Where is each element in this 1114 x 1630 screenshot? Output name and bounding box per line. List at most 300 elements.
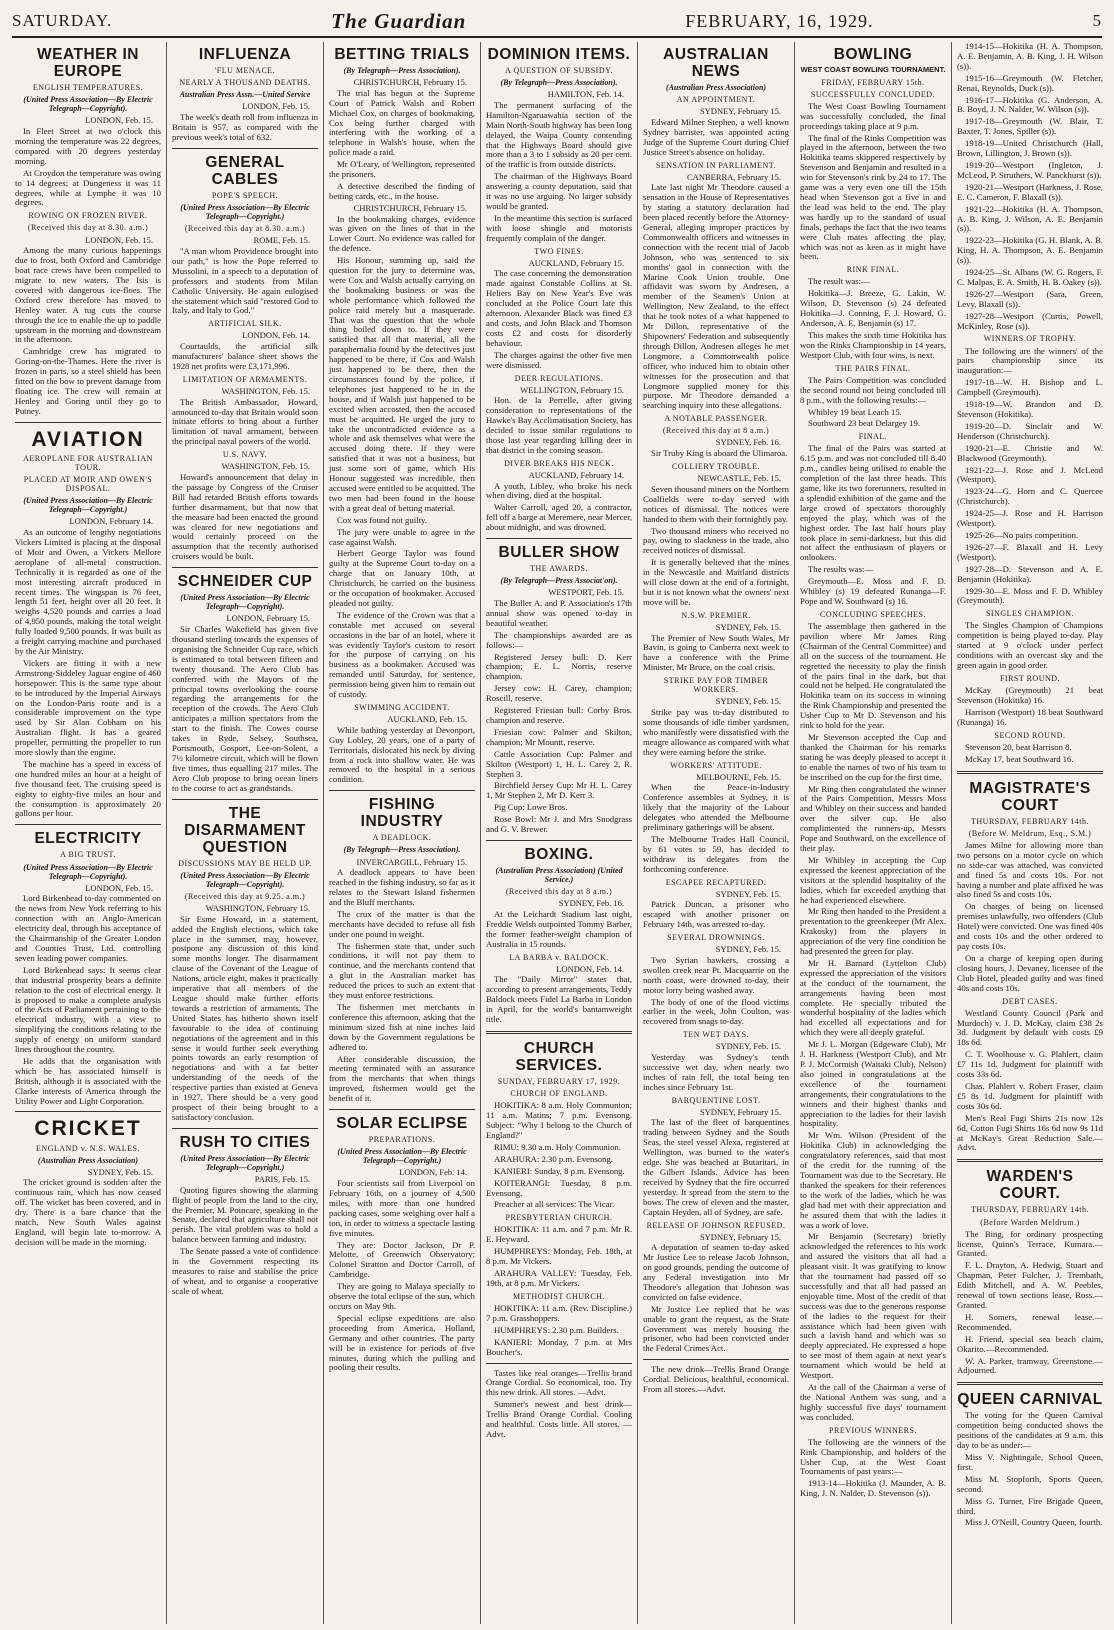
dateline: CHRISTCHURCH, February 15. [353,202,467,213]
source-line: (United Press Association—By Electric Telegraph—Copyright). [180,593,310,612]
paragraph: As an outcome of lengthy negotiations Vickers Limited is placing at the disposal of Moir and Owen, a Vickers Mellore aeroplane of all-metal construction. Technically it is regarded as one of the most interesting aircraft produced in recent times. The wingspan is 76 feet, length 51 feet, height over all 20 feet. It weighs 4,520 pounds and carries a load of 4,950 pounds, making the total weight fully loaded 9,500 pounds. It was built as a freight carrying machine and purchased by the Air Ministry. [15,527,161,656]
divider [486,840,632,841]
paragraph: The Bing, for ordinary prospecting license, Quinn's Terrace, Kumara.—Granted. [957,1228,1103,1259]
dateline: MELBOURNE, Feb. 15. [696,771,781,782]
paragraph: A deputation of seamen to-day asked Mr Justice Lee to release Jacob Johnson, on good grounds, pending the outcome of any Federal investigation into Mr Theodore's allegation that Johnson was convicted on false evidence. [643,1242,789,1302]
paragraph: RIMU: 9.30 a.m. Holy Communion. [494,1141,621,1152]
source-line: (By Telegraph—Press Association). [343,66,461,76]
headline-wardens-court: WARDEN'S COURT. [986,1168,1074,1203]
paragraph: Mr Ring then handed to the President a presentation to the greenkeeper (Mr Alex. Krakosky) from the players in appreciation of the very fine condition he had presented the green for play. [800,906,946,957]
paragraph: Rose Bowl: Mr J. and Mrs Snodgrass and G. V. Brewer. [486,814,632,835]
source-line: (United Press Association—By Electric Telegraph—Copyright.) [180,1153,310,1172]
received-line: (Received this day at 9.25. a.m.) [184,891,306,901]
source-line: (United Press Association—By Electric Telegraph—Copyright.) [180,202,310,222]
subhead: SUCCESSFULLY CONCLUDED. [810,89,936,99]
page-number: 5 [1092,11,1102,30]
dateline: LONDON, Feb. 14. [399,1167,467,1178]
paragraph: He adds that the organisation with which he has associated himself is British, although it is associated with the Clarke interests of America through the Utility Power and Light Corporation. [15,1055,161,1106]
paragraph: Lord Birkenhead says: It seems clear that industrial prosperity bears a definite relation to the cost of electrical energy. It is proposed to make a complete analysis of the Acts of Parliament pertaining to the electrical industry, with a view to simplifying the conditions relating to the supply of energy on uniform standard lines throughout the country. [15,964,161,1055]
dateline: SYDNEY, Feb. 15. [715,888,781,899]
paragraph: Mr H. Barnard (Lyttelton Club) expressed the appreciation of the visitors at the conduct of the tournament, the arrangements having been most complete. He specially tributed the wonderful hospitality of the ladies which had excelled all expectations and for which they were all deeply grateful. [800,957,946,1038]
headline-aviation: AVIATION [31,427,145,451]
column-7 [952,42,1108,1624]
subhead: LA BARBA v. BALDOCK. [509,952,609,962]
subhead: TWO FINES. [534,246,584,256]
subhead: DEER REGULATIONS. [514,373,604,383]
paragraph: James Milne for allowing more than two persons on a motor cycle on which no side-car was attached, was convicted and fined 5s and costs 10s. For not having a number and plate affixed he was also fined 5s and costs 10s. [957,839,1103,900]
subhead: 'FLU MENACE. [214,66,276,76]
paragraph: 1924-25—St. Albans (W. G. Rogers, F. C. Malpas, E. A. Smith, H. B. Oakey (s)). [957,267,1103,287]
paragraph: While bathing yesterday at Devonport, Guy Lobley, 20 years, one of a party of Territorials, dislocated his neck by diving from a rock into shallow water. He was removed to the hospital in a serious condition. [329,724,475,785]
divider [643,1359,789,1360]
subhead: BARQUENTINE LOST. [671,1095,761,1105]
subhead: SWIMMING ACCIDENT. [354,703,450,712]
divider [329,790,475,791]
column-1 [10,42,167,1624]
subhead: SECOND ROUND. [994,730,1066,740]
paragraph: Whibley 19 beat Leach 15. [808,406,902,417]
headline-magistrates-court: MAGISTRATE'S COURT [969,779,1091,814]
dateline: AUCKLAND, February 14. [528,469,624,480]
dateline: INVERCARGILL, February 15. [356,856,467,867]
paragraph: Quoting figures showing the alarming flight of people from the land to the city, the Premier, M. Poincare, speaking in the Senate, declared that agriculture shall not perish. The vital problem was to hold a balance between farming and industry. [172,1184,318,1245]
subhead: DISCUSSIONS MAY BE HELD UP. [178,858,312,868]
paragraph: H. Friend, special sea beach claim, Okarito.—Recommended. [957,1333,1103,1354]
subhead: ENGLAND v. N.S. WALES. [36,1143,140,1153]
paragraph: Mr Wm. Wilson (President of the Hokitika Club) in acknowledging the congratulatory references, said that most of the credit for the running of the Tournament was due to the Secretary. He thanked the speakers for their references to the work of the ladies, which he was glad had met with their appreciation and he assured them that with the ladies it was a work of love. [800,1130,946,1230]
paragraph: 1917-18—W. H. Bishop and L. Campbell (Greymouth). [957,377,1103,398]
paragraph: KANIERI: Sunday, 8 p.m. Evensong. [494,1165,625,1176]
paragraph: The Melbourne Trades Hall Council, by 61 votes to 59, has decided to withdraw its delegates from the forthcoming conference. [643,833,789,874]
subhead: DIVER BREAKS HIS NECK. [504,458,614,468]
headline-solar-eclipse: SOLAR ECLIPSE [336,1115,468,1133]
paragraph: His Honour, summing up, said the question for the jury to determine was, were Cox and Walsh actually carrying on the bookmaking business or was the whole performance which followed the police raid merely but a masquerade. That was the question that the whole thing boiled down to. If they were satisfied that all that material, all the paraphernalia found by the detectives just happened to be there, if Cox and Walsh just happened to be there, then the circumstances found by the police, if telephones just happened to be in the house, and if Walsh just happened to be excited when accosted, then the accused must be acquitted. He urged the jury to take the uncontradicted evidence as a whole and ask themselves what were the accused doing there. If they were satisfied that it was not a business, but just some sort of game, which His Honour suggested was incredible, then accused were entitled to be acquitted. The two men had been found in the house with a great deal of betting material. [329,255,475,513]
paragraph: Walter Carroll, aged 20, a contractor, fell off a barge at Meremere, near Mercer, about midnight, and was drowned. [486,502,632,533]
dateline: FRIDAY, FEBRUARY 15th. [821,77,925,87]
paragraph: C. T. Woolhouse v. G. Plahlert, claim £7 11s 1d. Judgment for plaintiff with costs 33s 6d. [957,1049,1103,1080]
paragraph: Cattle Association Cup: Palmer and Skilton (Westport) 1, H. L. Carey 2, R. Stephen 3. [486,748,632,779]
source-line: (United Press Association—By Electric Telegraph—Copyright.) [23,496,153,515]
dateline: LONDON, February 15. [226,613,310,624]
paragraph: The Pairs Competition was concluded the second round not being concluded till 8 p.m., with the following results:— [800,374,946,405]
headline-queen-carnival: QUEEN CARNIVAL [957,1391,1103,1409]
headline-rush-to-cities: RUSH TO CITIES [179,1133,311,1151]
paragraph: 1917-18—Greymouth (W. Blair, T. Baxter, T. Jones, Spiller (s)). [957,116,1103,137]
paragraph: The "Daily Mirror" states that, according to present arrangements, Teddy Baldock meets Fidel La Barba in London in April, for the world's bantamweight title. [486,974,632,1025]
subhead: TEN WET DAYS. [682,1030,750,1040]
dateline: NEWCASTLE, Feb. 15. [697,473,781,484]
subhead: A BIG TRUST. [60,850,116,860]
paragraph: Strike pay was to-day distributed to some thousands of idle timber yardsmen, who manifestly were dissatisfied with the meagre allowance as compared with what they were earning before the strike. [643,707,789,757]
paragraph: 1926-27—F. Blaxall and H. Levy (Westport). [957,541,1103,562]
paragraph: 1919-20—D. Sinclair and W. Henderson (Christchurch). [957,420,1103,441]
paragraph: The Premier of New South Wales, Mr Bavin, is going to Canberra next week to have a conference with the Prime Minister, Mr Bruce, on the coal crisis. [643,632,789,673]
paragraph: Lord Birkenhead to-day commented on the news from New York referring to his connection with an Anglo-American electricity deal, through his acceptance of the Chairmanship of the Greater London and Counties Trust, Ltd. controlling seven leading power companies. [15,893,161,963]
paragraph: Harrison (Westport) 18 beat Southward (Runanga) 16. [957,706,1103,727]
dateline: CHRISTCHURCH, February 15. [353,77,467,88]
paragraph: HOKITIKA: 8 a.m. Holy Communion; 11 a.m. Matins; 7 p.m. Evensong. Subject: "Why I belong to the Church of England?" [486,1100,632,1140]
paragraph: Howard's announcement that delay in the passage by Congress of the Cruiser Bill had retarded British efforts towards further disarmament, but that now that the measure had been enacted the ground was cleared for new negotiations and would certainly proceed on the assumption that the recently authorised cruisers would be built. [172,471,318,562]
paragraph: ARAHURA VALLEY: Tuesday, Feb. 19th, at 8 p.m. Mr Vickers. [486,1268,632,1288]
paragraph: Herbert George Taylor was found guilty at the Supreme Court to-day on a charge that on January 10th, at Christchurch, he carried on the business or the occupation of bookmaker. Accused pleaded not guilty. [329,548,475,608]
subhead: CONCLUDING SPEECHES. [819,609,926,619]
received-line: (Received this day at 8.30. a.m.) [184,224,306,234]
paragraph: Birchfield Jersey Cup: Mr H. L. Carey 1, Mr Stephen 2, Mr D. Kerr 3. [486,780,632,801]
paragraph: The Buller A. and P. Association's 17th annual show was opened to-day in beautiful weather. [486,598,632,628]
paragraph: A detective described the finding of betting cards, etc., in the house. [329,181,475,201]
paragraph: Friesian cow: Palmer and Skilton, champion; Mr Mountt, reserve. [486,726,632,747]
received-line: (Received this day at 8 a.m.) [662,426,770,436]
paragraph: KOITERANGI: Tuesday, 8 p.m. Evensong. [486,1177,632,1198]
subhead: AEROPLANE FOR AUSTRALIAN TOUR. [23,453,153,472]
source-line: (Australian Press Association) [665,83,767,93]
divider [486,1363,632,1364]
advertisement: Men's Real Fugi Shirts 21s now 12s 6d, Cotton Fugi Shirts 16s 6d now 9s 11d at McKay's Great Reduction Sale.—Advt. [957,1112,1103,1153]
subhead: SINGLES CHAMPION. [985,609,1075,619]
dateline: AUCKLAND, Feb. 15. [387,714,467,725]
paragraph: The following are the winners' of the pairs championship since its inauguration:— [957,345,1103,376]
paragraph: Jersey cow: H. Carey, champion; Roscill, reserve. [486,683,632,704]
column-4 [481,42,638,1624]
divider [172,148,318,149]
paragraph: Edward Milner Stephen, a well known Sydney barrister, was appointed acting Judge of the Supreme Court during Chief Justice Street's absence on holiday. [643,117,789,157]
dateline: SYDNEY, Feb. 15. [87,1166,153,1177]
paragraph: 1915-16—Greymouth (W. Fletcher, Renai, Reynolds, Duck (s)). [957,72,1103,93]
subhead: SEVERAL DROWNINGS. [667,933,765,943]
divider [15,824,161,825]
paragraph: The case concerning the demonstration made against Constable Collins at St. Heliers Bay on New Year's Eve was concluded at the Police Court late this afternoon. Alexander Black was fined £3 and costs, and John Black and Thomson costs £2 and costs for disorderly behaviour. [486,268,632,348]
subhead: ENGLISH TEMPERATURES. [32,83,144,93]
headline-dominion-items: DOMINION ITEMS. [487,46,631,63]
divider [172,567,318,568]
divider [957,771,1103,774]
source-line: (By Telegraph—Press Association). [343,845,461,855]
paragraph: This makes the sixth time Hokitika has won the Rinks Championship in 14 years, Westport Club, with four wins, is next. [800,329,946,360]
columns [10,42,1108,1624]
subhead: STRIKE PAY FOR TIMBER WORKERS. [663,676,769,695]
paragraph: Mr Whibley in accepting the Cup expressed the keenest appreciation of the visitors at the splendid hospitality of the ladies, which far exceeded anything that he had experienced elsewhere. [800,854,946,905]
dateline: SYDNEY, Feb. 15. [715,621,781,632]
received-line: (Received this day at 8 a.m.) [505,887,613,897]
dateline: LONDON, Feb. 14. [242,330,310,341]
paragraph: HOKITIKA: 11 a.m. (Rev. Discipline.) 7 p.m. Grasshoppers. [486,1303,632,1323]
paragraph: The result was:— [808,276,870,287]
paragraph: 1916-17—Hokitika (G. Anderson, A. B. Boyd, J. N. Nalder, W. Wilson (s)). [957,94,1103,115]
paragraph: When the Peace-in-Industry Conference assembles at Sydney, it is likely that the majority of the Labour delegates who attended the Melbourne preliminary gatherings will be absent. [643,782,789,833]
paragraph: Cox was found not guilty. [337,514,427,525]
dateline: WASHINGTON, Feb. 15. [221,461,310,472]
paragraph: 1927-28—Westport (Curtis, Powell, McKinley, Rose (s)). [957,310,1103,331]
paragraph: 1924-25—J. Rose and H. Harrison (Westport). [957,508,1103,529]
paragraph: Sir Charles Wakefield has given five thousand sterling towards the expenses of organising the Schneider Cup race, which is estimated to total between fifteen and twenty thousand. The Aero Club has conferred with the Mayors of the principal towns overlooking the course regarding the arrangements for the reception of the crowds. The Aero Club anticipates a million spectators from the start to the finish. The Cowes course takes in Ryde, Selsey, Southsea, Portsmouth, Gosport, Lee-on-Solent, a 7½ kilometre circuit, which will be flown five times, thus equalling 217 miles. The Aero Club propose to bring ocean liners to the course to act as grandstands. [172,624,318,793]
divider [15,1111,161,1112]
headline-influenza: INFLUENZA [198,46,292,63]
paragraph: A deadlock appears to have been reached in the fishing industry, so far as it relates to the Stewart Island fishermen and the Bluff merchants. [329,867,475,907]
subhead: FIRST ROUND. [999,673,1061,683]
source-line: (Australian Press Association) [37,1155,139,1165]
paragraph: 1922-23—Hokitika (G. H. Blank, A. B. King, H. A. Thompson, A. E. Benjamin (s)). [957,235,1103,266]
paragraph: The assemblage then gathered in the pavilion where Mr James Ring (Chairman of the Central Committee) and all on the success of the tournament. He regretted the necessity to play the finish of the pairs final in the dark, but that could not be helped. He congratulated the Hokitika team on its success in winning the Rink Championship and presented the Usher Cup to Mr D. Stevenson and his rink to hold for the year. [800,621,946,731]
paragraph: In Fleet Street at two o'clock this morning the temperature was 22 degrees, compared with 20 degrees yesterday morning. [15,126,161,166]
paragraph: 1920-21—E. Christie and W. Blackwood (Greymouth). [957,442,1103,463]
headline-schneider-cup: SCHNEIDER CUP [177,573,313,591]
subhead: WORKERS' ATTITUDE. [670,760,762,770]
dateline: LONDON, Feb. 15. [85,882,153,893]
paragraph: Miss G. Turner, Fire Brigade Queen, third. [957,1495,1103,1516]
dateline: WASHINGTON, Feb. 15. [221,385,310,396]
paragraph: After considerable discussion, the meeting terminated with an assurance from the merchants that when things improved, fishermen would get the benefit of it. [329,1053,475,1104]
paragraph: McKay 17, beat Southward 16. [965,753,1074,764]
dateline: SYDNEY, February 15. [699,1106,781,1117]
paragraph: Two Syrian hawkers, crossing a swollen creek near Pt. Macquarrie on the north coast, were drowned to-day, their motor lorry being washed away. [643,954,789,995]
paragraph: Pig Cup: Lowe Bros. [494,802,568,813]
paragraph: Miss M. Stopforth, Sports Queen, second. [957,1473,1103,1494]
paragraph: Preacher at all services: The Vicar. [494,1199,615,1210]
subhead: THE AWARDS. [530,564,588,574]
paragraph: Greymouth—E. Moss and F. D. Whibley (s) 19 defeated Runanga—F. Pope and W. Southward (s) 16. [800,576,946,607]
column-5 [638,42,795,1624]
paragraph: 1921-22—J. Rose and J. McLeod (Westport). [957,464,1103,485]
divider [957,1382,1103,1385]
paragraph: The charges against the other five men were dismissed. [486,349,632,370]
dateline: WESTPORT, Feb. 15. [548,587,624,598]
headline-weather: WEATHER IN EUROPE [36,46,139,81]
paragraph: At the call of the Chairman a verse of the National Anthem was sung, and a highly successful five days' tournament was concluded. [800,1382,946,1422]
headline-fishing-industry: FISHING INDUSTRY [360,796,444,831]
dateline: HAMILTON, Feb. 14. [547,89,624,100]
dateline: LONDON, Feb. 14. [556,963,624,974]
paragraph: McKay (Greymouth) 21 beat Stevenson (Hokitika) 16. [957,685,1103,705]
dateline: SYDNEY, February 15. [699,1231,781,1242]
paragraph: The trial has begun at the Supreme Court of Patrick Walsh and Robert Michael Cox, on charges of bookmaking, Cox being further charged with interfering with the working of a telephone in Walsh's house, when the police made a raid. [329,87,475,158]
subhead: U.S. NAVY. [222,450,268,460]
masthead-date: FEBRUARY, 16, 1929. [685,10,874,31]
subhead: ROWING ON FROZEN RIVER. [28,211,148,221]
paragraph: It is generally believed that the mines in the Newcastle and Maitland districts will close down at the end of a fortnight, but it is not known what the owners' next move will be. [643,557,789,607]
source-line: (United Press Association—By Electric Telegraph—Copyright.) [337,1147,467,1166]
source-line: (Australian Press Association) (United Service.) [495,866,623,885]
subhead: THE PAIRS FINAL. [835,363,911,373]
paragraph: The voting for the Queen Carnival competition being conducted shows the positions of the candidates at 9 a.m. this day to be as under:— [957,1410,1103,1451]
dateline: WELLINGTON, February 15. [520,384,624,395]
source-line: (United Press Association—By Electric Telegraph—Copyright). [23,862,153,881]
paragraph: 1929-30—E. Moss and F. D. Whibley (Greymouth). [957,585,1103,606]
subhead: ESCAPEE RECAPTURED. [665,877,767,887]
subhead: METHODIST CHURCH. [513,1291,605,1301]
paragraph: The fishermen met merchants in conference this afternoon, asking that the minimum sized fish at nine inches laid down by the Government regulations be adhered to. [329,1002,475,1052]
paragraph: Yesterday was Sydney's tenth successive wet day, when nearly two inches of rain fell, the total being ten inches since February 1st. [643,1052,789,1092]
paragraph: Two thousand miners who received no pay, owing to slackness in the trade, also received notices of dismissal. [643,525,789,556]
subhead: THURSDAY, FEBRUARY 14th. [971,816,1089,826]
divider [957,1159,1103,1162]
paragraph: Mr Stevenson accepted the Cup and thanked the Chairman for his remarks stating he was deeply pleased to accept it to enable the names of two of his team to be inscribed on the cup for the first time. [800,732,946,782]
paragraph: 1918-19—United Christchurch (Hall, Brown, Lillington, J. Brown (s)). [957,138,1103,159]
paragraph: Special eclipse expeditions are also proceeding from America, Holland, Germany and other countries. The party will be in existence for periods of five minutes, during which the pulling and pooling their results. [329,1312,475,1373]
dateline: SYDNEY, Feb. 16. [715,437,781,448]
paragraph: The machine has a speed in excess of one hundred miles an hour at a height of five thousand feet. The cruising speed is eighty to eighty-five miles an hour and the consumption is approximately 20 gallons per hour. [15,758,161,819]
paragraph: They are: Doctor Jackson, Dr P. Melotte, of Greenwich Observatory; Colonel Stratton and Doctor Carroll, of Cambridge. [329,1239,475,1280]
source-line: (By Telegraph—Press Associat'on). [500,576,618,586]
paragraph: In the meantime this section is surfaced with loose shingle and motorists frequently complain of the danger. [486,212,632,243]
received-line: (Received this day at 8.30. a.m.) [27,223,149,233]
headline-boxing: BOXING. [524,845,594,863]
paragraph: Cambridge crew has migrated to Goring-on-the-Thames. Here the river is frozen in parts, so a steel shield has been fitted on the bow to prevent damage from floating ice. The crew will remain at Henley and Goring until they go to Putney. [15,346,161,416]
masthead-day: SATURDAY. [12,11,113,30]
dateline: SYDNEY, February 15. [699,106,781,117]
paragraph: Four scientists sail from Liverpool on February 16th, on a journey of 4,500 miles, with more than one hundred packing cases, some weighing over half a ton, in order to witness a spectacle lasting five minutes. [329,1178,475,1238]
paragraph: The fishermen state that, under such conditions, it will not pay them to continue, and the merchants contend that a glut in the Australian market has reduced the prices to such an extent that they must enforce restrictions. [329,940,475,1001]
paragraph: 1926-27—Westport (Sara, Green, Levy, Blaxall (s)). [957,288,1103,309]
paragraph: The championships awarded are as follows:— [486,629,632,650]
source-line: (United Press Association—By Electric Telegraph—Copyright). [180,870,310,889]
divider [15,422,161,423]
dateline: WASHINGTON, February 15. [205,903,310,914]
paragraph: 1920-21—Westport (Harkness, J. Rose, E. C. Cameron, F. Blaxall (s)). [957,181,1103,202]
dateline: SYDNEY, Feb. 15. [715,944,781,955]
advertisement: Summer's newest and best drink—Trellis Brand Orange Cordial. Cooling and healthful. Costs little. All stores. —Advt. [486,1399,632,1439]
source-line: (By Telegraph—Press Association). [500,78,618,88]
column-6 [795,42,952,1624]
subhead: SENSATION IN PARLIAMENT. [655,160,777,170]
subhead: POPE'S SPEECH. [211,190,279,200]
dateline: LONDON, Feb. 15. [85,234,153,245]
paragraph: The evidence of the Crown was that a constable met accused on several occasions in the bar of an hotel, where it was evidently Taylor's custom to resort for the purpose of carrying on his business as a bookmaker. Accused was remanded until Saturday, for sentence, permission being given him to remain out of custody. [329,609,475,700]
paragraph: Mr Justice Lee replied that he was unable to grant the request, as the State Government was merely housing the prisoner, who had been convicted under the Federal Crimes Act. [643,1303,789,1354]
divider [172,1128,318,1129]
headline-cricket: CRICKET [34,1117,142,1141]
paragraph: 1921-22—Hokitika (H. A. Thompson, A. B. King, J. Wilson, A. E. Benjamin (s)). [957,203,1103,234]
divider [172,799,318,800]
paragraph: HUMPHREYS: Monday, Feb. 18th, at 8 p.m. Mr Vickers. [486,1246,632,1267]
paragraph: At Croydon the temperature was owing to 14 degrees; at Dungeness it was 11 degrees, while at Lymphe it was 10 degrees. [15,167,161,208]
divider [329,1109,475,1110]
paragraph: The permanent surfacing of the Hamilton-Ngaruawahia section of the Main North-South highway has been long delayed, the Waipa County contending that the Highways Board should give more than a 3 to 1 subsidy as 20 per cent. of the traffic is from outside districts. [486,99,632,170]
paragraph: 1919-20—Westport (Ingleton, J. McLeod, P. Struthers, W. Panckhurst (s)). [957,159,1103,180]
masthead-title: The Guardian [331,8,467,33]
paragraph: The cricket ground is sodden after the continuous rain, which has now ceased off. The wicket has been covered, and in dry. There is a bare chance that the match, New South Wales against England, will begin late to-morrow. A decision will be made in the morning. [15,1177,161,1247]
dateline: PARIS, Feb. 15. [254,1174,310,1185]
paragraph: Stevenson 20, beat Harrison 8. [965,741,1072,752]
dateline: SYDNEY, Feb. 15. [715,696,781,707]
paragraph: Mr J. L. Morgan (Edgeware Club), Mr J. H. Harkness (Westport Club), and Mr P. J. McCormish (Waitaki Club), Nelson) also joined in congratulations at the excellence of the tournament arrangements, their congratulations to the winners and their highest thanks and appreciation to the ladies for their lavish hospitality. [800,1039,946,1129]
dateline: SYDNEY, Feb. 16. [558,898,624,909]
paragraph: On charges of being on licensed premises unlawfully, two offenders (Club Hotel) were convicted. One was fined 40s and costs 10s and the other ordered to pay costs 10s. [957,901,1103,951]
subhead: A DEADLOCK. [372,833,432,843]
paragraph: Sir Esme Howard, in a statement, added the English elections, which take place in the summer, may, however, postpone any discussion of this kind some months longer. The disarmament clause of the Covenant of the League of Nations, article eight, makes it practically imperative that all members of the League should make further efforts towards a restriction of armaments. The United States has hitherto shown itself favourable to the idea of continuing negotiations of the agreement and in this sense it would further seek everything points towards an early resumption of negotiations and with a far better understanding of the needs of the respective parties than existed at Geneva in 1927. There should be a very good prospect of their being brought to a satisfactory conclusion. [172,913,318,1122]
source-line: (United Press Association—By Electric Telegraph—Copyright). [23,95,153,114]
subhead: A NOTABLE PASSENGER. [664,414,768,424]
headline-bowling: BOWLING [833,46,913,63]
headline-church-services: CHURCH SERVICES. [515,1039,603,1075]
paragraph: 1914-15—Hokitika (H. A. Thompson, A. E. Benjamin, A. B. King, J. H. Wilson (s)). [957,42,1103,71]
paragraph: The results was:— [808,564,874,575]
paragraph: At the Leichardt Stadium last night, Freddie Welsh outpointed Tommy Barber, the former feather-weight champion of Australia in 15 rounds. [486,909,632,949]
paragraph: F. L. Drayton, A. Hedwig, Stuart and Chapman, Peter Fulcher, J. Trembath, Edith Mitchell, and A. W. Peebles, renewal of town sections lease, Ross.—Granted. [957,1260,1103,1310]
paragraph: The body of one of the flood victims earlier in the week, John Coulton, was recovered from snags to-day. [643,996,789,1027]
dateline: CANBERRA, February 15. [687,171,781,182]
paragraph: The crux of the matter is that the merchants have decided to refuse all fish under one pound in weight. [329,908,475,939]
dateline: LONDON, Feb. 15. [242,101,310,112]
paragraph: The jury were unable to agree in the case against Walsh. [329,526,475,547]
headline-electricity: ELECTRICITY [34,830,142,848]
divider [486,1031,632,1034]
paragraph: The following are the winners of the Rink Championship, and holders of the Usher Cup, at the West Coast Tournaments of past years:— [800,1436,946,1477]
paragraph: Mr Benjamin (Secretary) briefly acknowledged the references to his work and assured the visitors that all had a pleasant visit. It was gratifying to know that the tournament had passed off so successfully and that all had passed an enjoyable time. Most of the credit of that success was due to the generous response of the ladies to the request for their assistance which had been given with such a lavish hand and which was so deeply appreciated. He expressed a hope to see most of them again at next year's tournament which would be held at Westport. [800,1231,946,1381]
subhead: AN APPOINTMENT. [676,95,756,105]
paragraph: On a charge of keeping open during closing hours, J. Devaney, licensee of the Club Hotel, pleaded guilty and was fined 40s and costs 10s. [957,952,1103,993]
paragraph: Sir Truby King is aboard the Ulimaroa. [651,448,788,459]
subhead: THURSDAY, FEBRUARY 14th. [971,1205,1089,1215]
paragraph: HUMPHREYS: 2.30 p.m. Builders. [494,1324,619,1335]
subhead: PREVIOUS WINNERS. [829,1425,917,1435]
paragraph: Registered Friesian bull: Corby Bros. champion and reserve. [486,705,632,725]
subhead: (Before W. Meldrum, Esq., S.M.) [968,828,1092,838]
paragraph: Seven thousand miners on the Northern Coalfields were to-day served with notices of dismissal. The notices were handed to them with their fortnightly pay. [643,483,789,524]
subhead: N.S.W. PREMIER. [681,610,751,620]
subhead: WEST COAST BOWLING TOURNAMENT. [800,65,946,75]
subhead: NEARLY A THOUSAND DEATHS. [179,78,311,88]
subhead: PRESBYTERIAN CHURCH. [505,1213,613,1223]
paragraph: The British Ambassador, Howard, announced to-day that Britain would soon initiate efforts to bring about a further limitation of naval armament, between the principal naval powers of the world. [172,396,318,447]
advertisement: Tastes like real oranges—Trellis brand Orange Cordial. So economical, too. Try this new drink. All stores. —Advt. [486,1367,632,1398]
paragraph: Miss J. O'Neill, Country Queen, fourth. [965,1517,1103,1528]
dateline: SYDNEY, Feb. 15. [715,1041,781,1052]
divider [486,538,632,539]
paragraph: Chas. Plahlert v. Robert Fraser, claim £5 8s 1d. Judgment for plaintiff with costs 30s 6d. [957,1080,1103,1111]
paragraph: 1918-19—W. Brandon and D. Stevenson (Hokitika). [957,399,1103,420]
paragraph: HOKITIKA: 11 a.m. and 7 p.m. Mr R. E. Heyward. [486,1224,632,1245]
subhead: WINNERS OF TROPHY. [983,334,1077,344]
masthead [12,6,1102,38]
subhead: A QUESTION OF SUBSIDY. [505,66,613,76]
paragraph: The final of the Rinks Competition was played in the afternoon, between the two Hokitika teams skippered respectively by Stevenson and Benjamin and resulted in a win for Stevenson's rink by 24 to 17. The game was a very even one till the 15th head when Stevenson got a five in and the lead was held to the end. The play was hardly up to the standard of usual finals, perhaps the fact that the two teams were Club mates affecting the play, which was not as keen as it might have been. [800,132,946,262]
dateline: LONDON, Feb. 15. [85,115,153,126]
paragraph: Late last night Mr Theodore caused a sensation in the House of Representatives by stating a statutory declaration had been placed recently before the Attorney-General, alleging improper practices by Commonwealth officers and witnesses in connection with the recent trial of Jacob Johnson, who was sentenced to six months' gaol in connection with the Marine Cook Union trouble. One affidavit was sworn by Andresen, a member of the Seamen's Union at Wellington, New Zealand, to the effect that he took notes of a what happened to Mr Dillon, representative of the Shipowners' Federation and subsequently through Dillon, Andresen alleges he met Longmore, a Commonwealth police officer, who induced him to obtain other witnesses for the prosecution and that Longmore supplied money for this purpose. Mr Theodore demanded a searching inquiry into these allegations. [643,182,789,411]
paragraph: W. A. Parker, tramway, Greenstone.—Adjourned. [957,1355,1103,1376]
paragraph: The final of the Pairs was started at 6.15 p.m. and was not concluded till 8.40 p.m., candles being utilised to enable the completion of the last three heads. This game, like its two forerunners, resulted in a splendid exhibition of the game and the large crowd of spectators thoroughly enjoyed the play, which was of the highest order. The last half hours play took place in semi-darkness, but this did not affect the enthusiasm of players or onlookers. [800,443,946,563]
advertisement: The new drink—Trellis Brand Orange Cordial. Delicious, healthful, economical. From all stores.—Advt. [643,1364,789,1395]
subhead: LIMITATION OF ARMAMENTS. [182,374,308,384]
paragraph: Patrick Duncan, a prisoner who escaped with another prisoner on February 14th, was arrested to-day. [643,899,789,930]
paragraph: Southward 23 beat Delargey 19. [808,418,921,429]
paragraph: H. Somers, renewal lease.—Recommended. [957,1311,1103,1332]
paragraph: The week's death roll from influenza in Britain is 957, as compared with the previous week's total of 632. [172,112,318,142]
paragraph: Hokitika—J. Breeze, G. Lakin, W. Wilson, D. Stevenson (s) 24 defeated Hokitika—J. Conning, F. J. Howard, G. Anderson, A. E. Benjamin (s) 17. [800,288,946,329]
subhead: DEBT CASES. [1002,996,1058,1006]
subhead: FINAL. [858,432,888,442]
paragraph: 1927-28—D. Stevenson and A. E. Benjamin (Hokitika). [957,563,1103,584]
dateline: LONDON, February 14. [69,516,153,527]
paragraph: The last of the fleet of barquentines trading between Sydney and the South Seas, the steel vessel Alexa, registered at Wellington, was burned to the water's edge. She was beached at Butaritari, in the Gilbert Islands. Advice has been received by Sydney that the fire occurred yesterday. It spread from the stern to the bows. The crew of eleven and the master, Captain Heyden, all of Sydney, are safe. [643,1117,789,1217]
paragraph: KANIERI: Monday, 7 p.m. at Mrs Boucher's. [486,1336,632,1357]
paragraph: Miss V. Nightingale, School Queen, first. [957,1452,1103,1472]
headline-general-cables: GENERAL CABLES [205,153,285,188]
paragraph: 1913-14—Hokitika (J. Maunder, A. B. King, J. N. Nalder, D. Stevenson (s)). [800,1478,946,1499]
column-2 [167,42,324,1624]
paragraph: Vickers are fitting it with a new Armstrong-Siddeley Jaguar engine of 460 horsepower. This is the same type about to be introduced by the Imperial Airways on the London-Paris route and is a considerable improvement on the type used by Sir Alan Cobham on his Australian flight. It has a geared propeller, permitting the propeller to run more slowly than the engine. [15,657,161,758]
subhead: COLLIERY TROUBLE. [671,462,761,472]
paragraph: The chairman of the Highways Board answering a county deputation, said that it was no use arguing. No larger subsidy would be granted. [486,171,632,212]
subhead: (Before Warden Meldrum.) [980,1217,1080,1227]
subhead: PLACED AT MOIR AND OWEN'S DISPOSAL. [23,474,153,494]
subhead: SUNDAY, FEBRUARY 17, 1929. [497,1077,621,1087]
subhead: CHURCH OF ENGLAND. [510,1089,608,1099]
paragraph: Westland County Council (Park and Murdoch) v. J. D. McKay, claim £38 2s 3d. Judgment by default with costs £9 18s 6d. [957,1007,1103,1048]
headline-disarmament: THE DISARMAMENT QUESTION [184,804,306,856]
paragraph: Mr Ring then congratulated the winner of the Pairs Competition, Messrs Moss and Whibley on their success and handed over the silver cup. He also complimented the runners-up, Messrs Pope and Southward, on the excellence of their play. [800,783,946,853]
source-line: Australian Press Assn.—United Service [179,90,311,100]
paragraph: 1925-26—No pairs competition. [965,529,1079,540]
